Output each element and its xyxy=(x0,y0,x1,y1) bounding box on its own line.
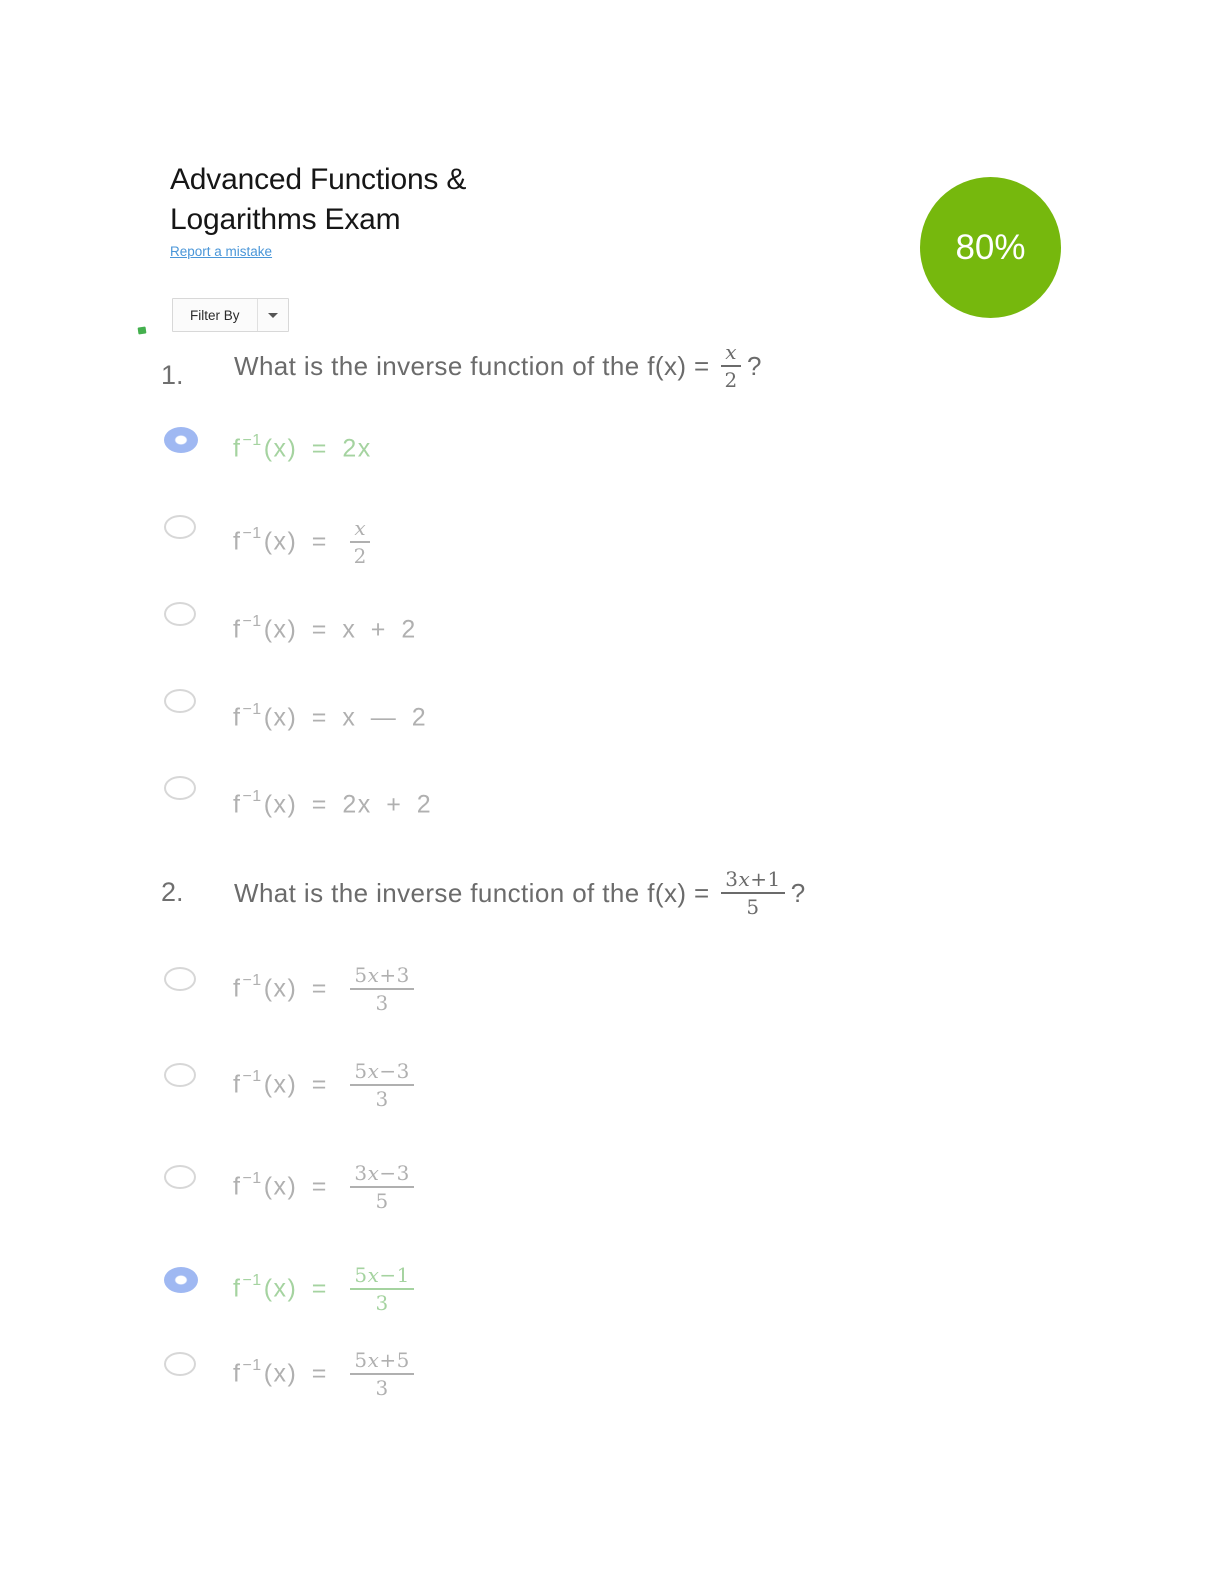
question-2-prompt-text: What is the inverse function of the f(x) = xyxy=(234,877,718,908)
chevron-down-icon xyxy=(268,313,278,318)
score-value: 80% xyxy=(955,227,1026,267)
fraction-denominator: 3 xyxy=(375,1291,389,1315)
fraction xyxy=(350,1348,414,1400)
fraction-numerator: 5x+3 xyxy=(350,963,414,990)
fraction xyxy=(350,516,370,568)
question-2-number: 2. xyxy=(161,877,184,907)
fraction xyxy=(350,1161,414,1213)
option-expression: $f^{-1}(x) = 2x + 2$ xyxy=(233,788,433,819)
option-label[interactable] xyxy=(233,514,370,570)
question-1-prompt-text: What is the inverse function of the f(x) = xyxy=(234,350,718,381)
radio-button[interactable] xyxy=(164,515,196,539)
page-title xyxy=(170,160,466,240)
fraction-numerator: 5x−1 xyxy=(350,1263,414,1290)
option-expression: $f^{-1}(x) = 2x$ xyxy=(233,432,372,463)
option-label[interactable] xyxy=(233,703,427,733)
radio-button[interactable] xyxy=(164,689,196,713)
option-label[interactable] xyxy=(233,434,372,464)
radio-button[interactable] xyxy=(164,1165,196,1189)
fraction xyxy=(350,1263,414,1315)
fraction xyxy=(350,1059,414,1111)
fraction-numerator: 3x−3 xyxy=(350,1161,414,1188)
question-1-prompt xyxy=(234,340,762,392)
option-expression: $f^{-1}(x)$ = xyxy=(233,1357,343,1388)
option-expression: $f^{-1}(x) = x$ — 2 xyxy=(233,701,428,732)
option-label[interactable] xyxy=(233,1343,414,1405)
fraction-denominator: 3 xyxy=(375,991,389,1015)
fraction-numerator: 5x−3 xyxy=(350,1059,414,1086)
green-tick-mark xyxy=(138,326,147,334)
fraction-numerator: x xyxy=(721,340,741,367)
filter-caret-icon[interactable] xyxy=(258,299,288,331)
option-label[interactable] xyxy=(233,958,414,1020)
radio-button[interactable] xyxy=(164,1063,196,1087)
question-2-prompt xyxy=(234,862,806,924)
option-label[interactable] xyxy=(233,1054,414,1116)
question-1-number: 1. xyxy=(161,360,184,390)
option-expression: $f^{-1}(x)$ = xyxy=(233,525,343,556)
radio-button[interactable] xyxy=(164,967,196,991)
fraction-denominator: 5 xyxy=(746,895,760,919)
option-expression: $f^{-1}(x)$ = xyxy=(233,972,343,1003)
option-label[interactable] xyxy=(233,615,417,645)
fraction-denominator: 2 xyxy=(724,368,738,392)
radio-button[interactable] xyxy=(164,776,196,800)
fraction-numerator: 3x+1 xyxy=(721,867,785,894)
fraction-denominator: 3 xyxy=(375,1376,389,1400)
fraction xyxy=(350,963,414,1015)
report-a-mistake-link[interactable]: Report a mistake xyxy=(170,244,273,259)
radio-button-selected[interactable] xyxy=(164,427,198,453)
option-expression: $f^{-1}(x) = x + 2$ xyxy=(233,613,417,644)
score-badge xyxy=(920,177,1061,318)
fraction-denominator: 5 xyxy=(375,1189,389,1213)
option-expression: $f^{-1}(x)$ = xyxy=(233,1272,343,1303)
option-label[interactable] xyxy=(233,1258,414,1320)
fraction-numerator: 5x+5 xyxy=(350,1348,414,1375)
page-title-line2: Logarithms Exam xyxy=(170,203,401,236)
filter-by-label: Filter By xyxy=(190,307,240,323)
radio-button-selected[interactable] xyxy=(164,1267,198,1293)
radio-button[interactable] xyxy=(164,1352,196,1376)
fraction-denominator: 2 xyxy=(353,544,367,568)
option-label[interactable] xyxy=(233,790,432,820)
fraction-denominator: 3 xyxy=(375,1087,389,1111)
filter-by-button[interactable] xyxy=(172,298,289,332)
fraction xyxy=(721,867,785,919)
option-label[interactable] xyxy=(233,1156,414,1218)
question-mark: ? xyxy=(790,877,806,908)
option-expression: $f^{-1}(x)$ = xyxy=(233,1170,343,1201)
question-mark: ? xyxy=(747,350,762,381)
option-expression: $f^{-1}(x)$ = xyxy=(233,1068,343,1099)
fraction xyxy=(721,340,741,392)
radio-button[interactable] xyxy=(164,602,196,626)
page-title-line1: Advanced Functions & xyxy=(170,163,467,196)
fraction-numerator: x xyxy=(350,516,370,543)
